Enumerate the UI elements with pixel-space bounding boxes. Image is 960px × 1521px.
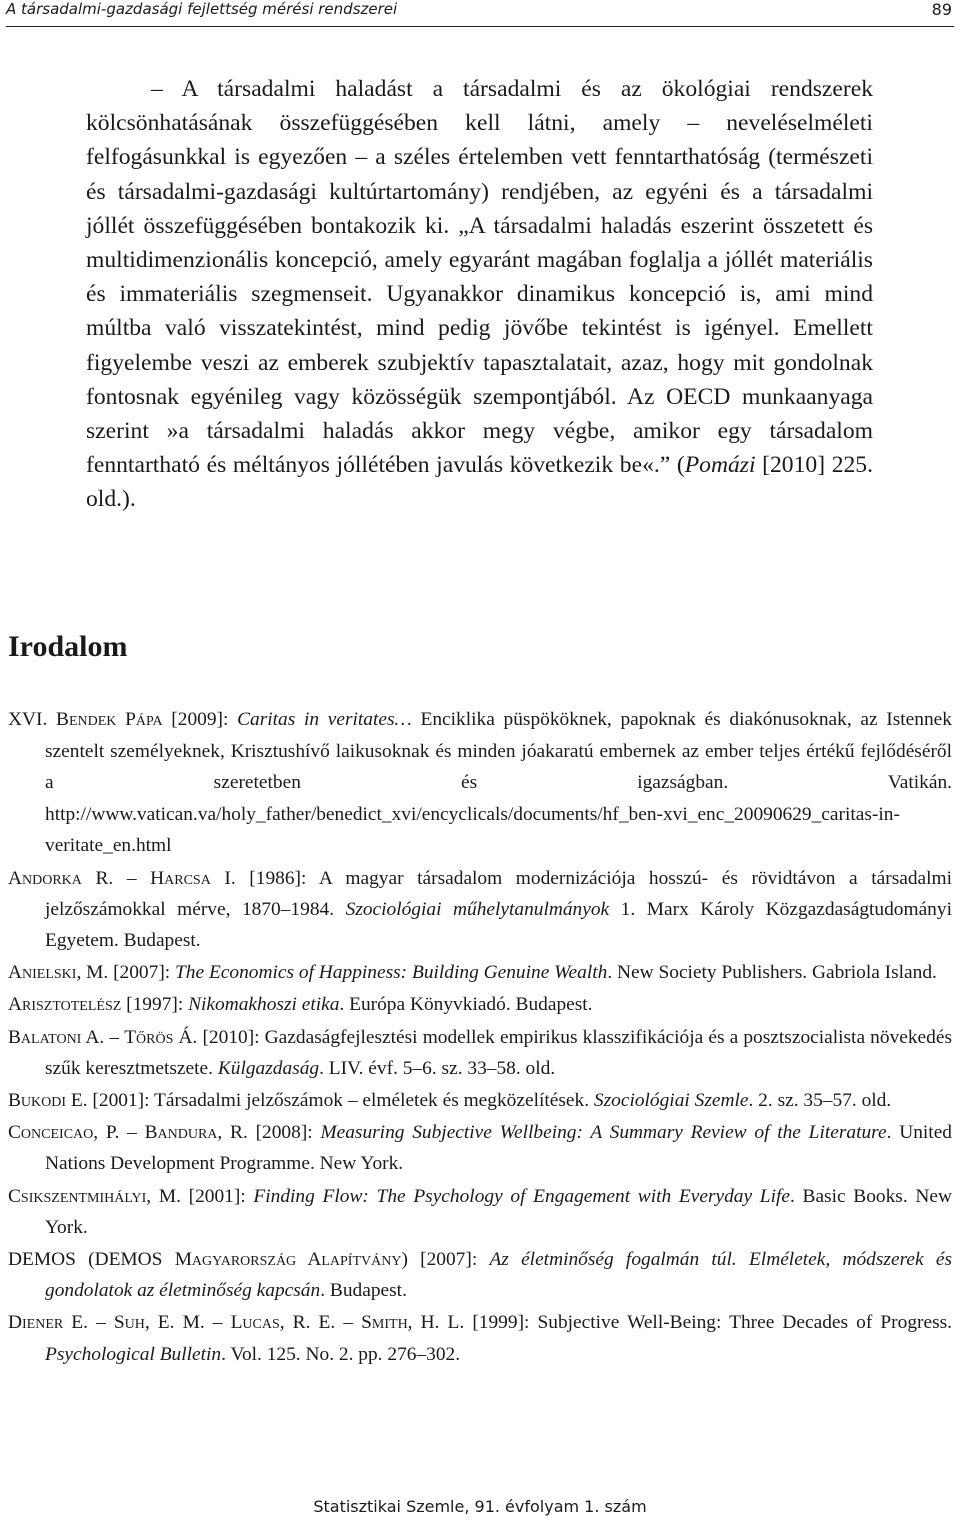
running-header-title: A társadalmi-gazdasági fejlettség mérési rendszerei [6,0,398,18]
ref-text: – [204,1312,231,1334]
reference-item [8,1117,952,1179]
running-footer: Statisztikai Szemle, 91. évfolyam 1. szám [313,1497,647,1516]
ref-author: Bukodi E. [8,1089,88,1111]
ref-text: [1986]: A magyar társadalom modernizációja hosszú- és rövidtávon a társadalmi jelzőszámokkal mérve, 1870–1984. [45,867,952,920]
ref-text: [2001]: Társadalmi jelzőszámok – elméletek és megközelítések. [87,1089,594,1111]
ref-text: [2007]: [108,962,176,984]
ref-title: Psychological Bulletin [45,1343,222,1365]
ref-text: 1. Marx Károly Közgazdaságtudományi Egyetem. Budapest. [45,898,952,951]
ref-author: Anielski, M. [8,962,109,984]
ref-text: [1999]: Subjective Well-Being: Three Decades of Progress. [464,1312,953,1334]
ref-author: Diener E. [8,1312,88,1334]
ref-author: Bandura, R. [144,1122,248,1144]
citation-author: Pomázi [684,452,756,479]
reference-item [8,1307,952,1369]
ref-text: [2010]: Gazdaságfejlesztési modellek empirikus klasszifikációja és a posztszocialista növekedés szűk keresztmetszete. [45,1026,953,1079]
ref-text: Enciklika püspököknek, papoknak és diakónusoknak, az Istennek szentelt személyeknek, Krisztushívő laikusoknak és minden jóakaratú embernek az ember teljes értékű fejlődéséről a szeretetben és igazságban. Vatikán. http://www.vatican.va/holy_father/benedict_xvi/encyclicals/documents/hf_ben-xvi_enc_20090629_caritas-in-veritate_en.html [45,709,952,856]
ref-text: . Vol. 125. No. 2. pp. 276–302. [221,1343,461,1365]
ref-title: Finding Flow: The Psychology of Engagement with Everyday Life [253,1185,790,1207]
reference-item [8,863,952,957]
ref-text: . 2. sz. 35–57. old. [748,1089,892,1111]
reference-item [8,1022,952,1084]
ref-title: Szociológiai Szemle [593,1089,749,1111]
ref-title: Külgazdaság [217,1057,320,1079]
ref-text: ) [2007]: [401,1248,490,1270]
ref-text: – [113,867,151,889]
ref-author: Balatoni A. [8,1026,105,1048]
ref-author: Harcsa I. [150,867,236,889]
paragraph-text: – A társadalmi haladást a társadalmi és az ökológiai rendszerek kölcsönhatásának összefüggésében kell látni, amely – neveléselméleti felfogásunkkal is egyezően – a széles értelemben vett fenntarthatóság (természeti és társadalmi-gazdasági kultúrtartomány) rendjében, az egyéni és a társadalmi jóllét összefüggésében bontakozik ki. „A társadalmi haladás eszerint összetett és multidimenzionális koncepció, amely egyaránt magában foglalja a jóllét materiális és immateriális szegmenseit. Ugyanakkor dinamikus koncepció is, ami mind múltba való visszatekintést, mind pedig jövőbe tekintést is igényel. Emellett figyelembe veszi az emberek szubjektív tapasztalatait, azaz, hogy mit gondolnak fontosnak egyénileg vagy közösségük szempontjából. Az OECD munkaanyaga szerint »a társadalmi haladás akkor megy végbe, amikor egy társadalom fenntartható és méltányos jóllétében javulás következik be«.” ( [86,76,873,479]
ref-title: Nikomakhoszi etika [188,994,340,1016]
page-number: 89 [931,0,952,19]
ref-text: . Európa Könyvkiadó. Budapest. [339,994,593,1016]
ref-author: Csikszentmihályi, M. [8,1185,181,1207]
reference-item [8,1085,952,1116]
ref-text: . Basic Books. New York. [45,1185,953,1238]
ref-text: – [119,1122,145,1144]
ref-text: – [335,1312,362,1334]
ref-title: Measuring Subjective Wellbeing: A Summary Review of the Literature [320,1122,887,1144]
ref-author: Conceicao, P. [8,1122,120,1144]
reference-item [8,989,952,1020]
reference-item [8,704,952,862]
ref-text: DEMOS (DEMOS [8,1248,175,1270]
ref-author: Lucas, R. E. [230,1312,336,1334]
ref-author: Smith, H. L. [361,1312,465,1334]
ref-text: . LIV. évf. 5–6. sz. 33–58. old. [319,1057,556,1079]
ref-text: [2009]: [162,709,238,730]
ref-author: Magyarország Alapítvány [174,1248,402,1270]
ref-text: . New Society Publishers. Gabriola Island. [607,962,937,984]
ref-text: [2008]: [247,1122,321,1144]
reference-list [8,704,952,1370]
ref-title: Az életminőség fogalmán túl. Elméletek, módszerek és gondolatok az életminőség kapcsán [45,1248,952,1302]
body-paragraph [86,72,873,517]
ref-text: – [104,1026,125,1048]
section-heading-irodalom: Irodalom [8,630,128,663]
ref-text: XVI. [8,709,57,730]
running-header [6,0,954,27]
ref-title: Caritas in veritates… [237,709,412,730]
ref-author: Arisztotelész [8,994,122,1016]
ref-text: – [88,1312,114,1334]
ref-text: . Budapest. [320,1280,407,1302]
ref-title: Szociológiai műhelytanulmányok [345,898,610,920]
citation-rest: [2010] 225. old.). [86,452,873,513]
ref-author: Andorka R. [8,867,114,889]
ref-text: [1997]: [121,994,189,1016]
ref-text: [2001]: [180,1185,254,1207]
reference-item [8,1244,952,1306]
ref-text: . United Nations Development Programme. New York. [45,1122,952,1175]
ref-title: The Economics of Happiness: Building Genuine Wealth [175,962,608,984]
reference-item [8,957,952,988]
reference-item [8,1181,952,1243]
ref-author: Bendek Pápa [56,709,163,730]
ref-author: Tőrös Á. [124,1026,198,1048]
ref-author: Suh, E. M. [113,1312,205,1334]
